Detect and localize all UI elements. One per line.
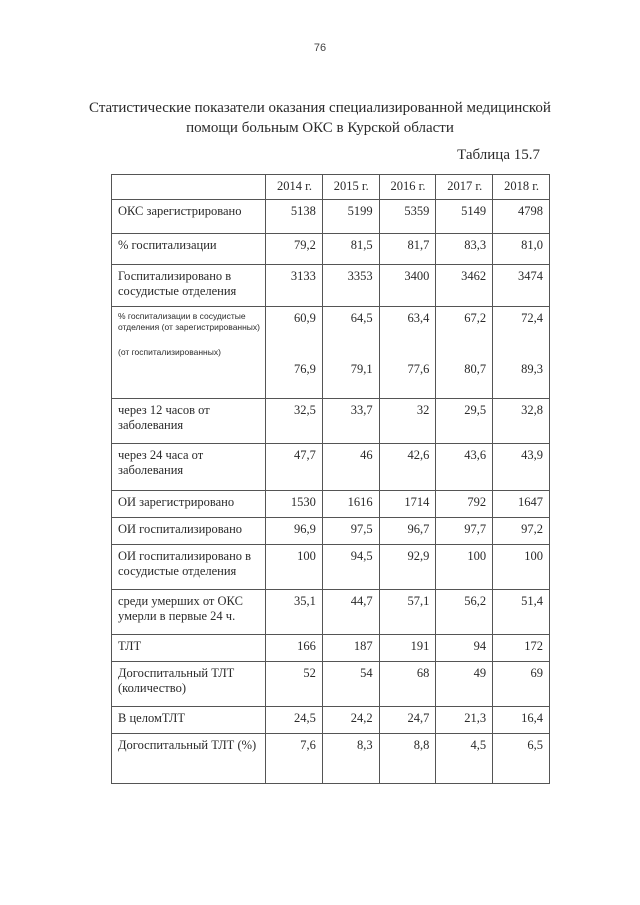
row-label: % госпитализации [112, 234, 266, 265]
table-row [112, 590, 550, 635]
table-row [112, 265, 550, 307]
table-cell [266, 307, 323, 399]
table-cell: 52 [266, 662, 323, 707]
table-cell: 3474 [493, 265, 550, 307]
table-cell: 43,6 [436, 444, 493, 491]
table-cell: 1647 [493, 491, 550, 518]
table-row [112, 234, 550, 265]
table-row [112, 662, 550, 707]
row-label: Догоспитальный ТЛТ (количество) [112, 662, 266, 707]
table-cell: 100 [493, 545, 550, 590]
table-cell: 100 [266, 545, 323, 590]
table-caption: Таблица 15.7 [457, 147, 540, 163]
table-cell: 44,7 [322, 590, 379, 635]
table-cell: 3400 [379, 265, 436, 307]
table-cell: 1616 [322, 491, 379, 518]
table-cell: 8,8 [379, 734, 436, 784]
table-cell: 96,7 [379, 518, 436, 545]
table-cell: 4798 [493, 200, 550, 234]
cell-value-1: 63,4 [407, 311, 430, 325]
table-cell: 94 [436, 635, 493, 662]
row-label: ОИ госпитализировано [112, 518, 266, 545]
header-cell-empty [112, 175, 266, 200]
table-cell: 79,2 [266, 234, 323, 265]
table-cell: 24,2 [322, 707, 379, 734]
table-cell: 29,5 [436, 399, 493, 444]
cell-value-2: 76,9 [294, 362, 316, 376]
row-label: ТЛТ [112, 635, 266, 662]
table-cell: 54 [322, 662, 379, 707]
table-cell: 97,7 [436, 518, 493, 545]
table-cell: 24,7 [379, 707, 436, 734]
table-cell: 51,4 [493, 590, 550, 635]
table-row [112, 444, 550, 491]
row-label: через 12 часов от заболевания [112, 399, 266, 444]
table-cell: 7,6 [266, 734, 323, 784]
row-label: Догоспитальный ТЛТ (%) [112, 734, 266, 784]
row-label: ОИ зарегистрировано [112, 491, 266, 518]
title-line-1: Статистические показатели оказания специализированной медицинской [89, 100, 551, 116]
table-cell: 21,3 [436, 707, 493, 734]
row-label: через 24 часа от заболевания [112, 444, 266, 491]
table-cell: 68 [379, 662, 436, 707]
table-cell: 81,0 [493, 234, 550, 265]
row-label [112, 307, 266, 399]
table-cell [379, 307, 436, 399]
cell-value-1: 67,2 [464, 311, 487, 325]
row-label: Госпитализировано в сосудистые отделения [112, 265, 266, 307]
header-cell-2015: 2015 г. [322, 175, 379, 200]
table-cell: 8,3 [322, 734, 379, 784]
title-line-2: помощи больным ОКС в Курской области [186, 120, 454, 136]
table-cell: 32,8 [493, 399, 550, 444]
header-cell-2016: 2016 г. [379, 175, 436, 200]
row-label: ОИ госпитализировано в сосудистые отделения [112, 545, 266, 590]
table-cell: 5199 [322, 200, 379, 234]
row-label-part-2: (от госпитализированных) [118, 347, 221, 357]
table-cell: 4,5 [436, 734, 493, 784]
row-label-part-1: % госпитализации в сосудистые отделения (от зарегистрированных) [118, 311, 261, 332]
table-cell: 46 [322, 444, 379, 491]
header-cell-2017: 2017 г. [436, 175, 493, 200]
table-row [112, 734, 550, 784]
table-row [112, 307, 550, 399]
table-cell [322, 307, 379, 399]
table-cell: 56,2 [436, 590, 493, 635]
table-cell: 42,6 [379, 444, 436, 491]
table-cell: 97,2 [493, 518, 550, 545]
table-cell: 1714 [379, 491, 436, 518]
cell-value-2: 79,1 [350, 362, 373, 376]
table-cell: 187 [322, 635, 379, 662]
table-header-row [112, 175, 550, 200]
statistics-table [111, 174, 550, 784]
table-row [112, 491, 550, 518]
table-cell [493, 307, 550, 399]
table-cell: 3353 [322, 265, 379, 307]
table-row [112, 635, 550, 662]
table-cell: 97,5 [322, 518, 379, 545]
table-cell: 792 [436, 491, 493, 518]
table-cell: 83,3 [436, 234, 493, 265]
table-cell: 172 [493, 635, 550, 662]
table-row [112, 545, 550, 590]
table-cell: 1530 [266, 491, 323, 518]
table-cell: 81,5 [322, 234, 379, 265]
table-cell: 5149 [436, 200, 493, 234]
header-cell-2014: 2014 г. [266, 175, 323, 200]
table-cell: 92,9 [379, 545, 436, 590]
cell-value-2: 77,6 [407, 362, 430, 376]
table-row [112, 399, 550, 444]
cell-value-2: 89,3 [521, 362, 543, 376]
row-label: ОКС зарегистрировано [112, 200, 266, 234]
table-cell: 96,9 [266, 518, 323, 545]
table-cell: 100 [436, 545, 493, 590]
table-cell: 69 [493, 662, 550, 707]
table-cell [436, 307, 493, 399]
table-cell: 81,7 [379, 234, 436, 265]
table-cell: 33,7 [322, 399, 379, 444]
table-cell: 166 [266, 635, 323, 662]
table-cell: 35,1 [266, 590, 323, 635]
table-cell: 5359 [379, 200, 436, 234]
table-row [112, 707, 550, 734]
table-cell: 32 [379, 399, 436, 444]
table-cell: 3462 [436, 265, 493, 307]
cell-value-2: 80,7 [464, 362, 487, 376]
table-cell: 24,5 [266, 707, 323, 734]
header-cell-2018: 2018 г. [493, 175, 550, 200]
cell-value-1: 64,5 [350, 311, 373, 325]
table-cell: 49 [436, 662, 493, 707]
page-number: 76 [313, 42, 327, 54]
row-label: среди умерших от ОКС умерли в первые 24 ч. [112, 590, 266, 635]
table-cell: 3133 [266, 265, 323, 307]
table-row [112, 518, 550, 545]
table-cell: 32,5 [266, 399, 323, 444]
table-cell: 47,7 [266, 444, 323, 491]
cell-value-1: 60,9 [294, 311, 316, 325]
table-cell: 57,1 [379, 590, 436, 635]
table-cell: 6,5 [493, 734, 550, 784]
table-cell: 16,4 [493, 707, 550, 734]
table-cell: 5138 [266, 200, 323, 234]
table-cell: 191 [379, 635, 436, 662]
table-cell: 43,9 [493, 444, 550, 491]
table-row [112, 200, 550, 234]
page-title [60, 98, 580, 138]
cell-value-1: 72,4 [521, 311, 543, 325]
row-label: В целомТЛТ [112, 707, 266, 734]
table-cell: 94,5 [322, 545, 379, 590]
